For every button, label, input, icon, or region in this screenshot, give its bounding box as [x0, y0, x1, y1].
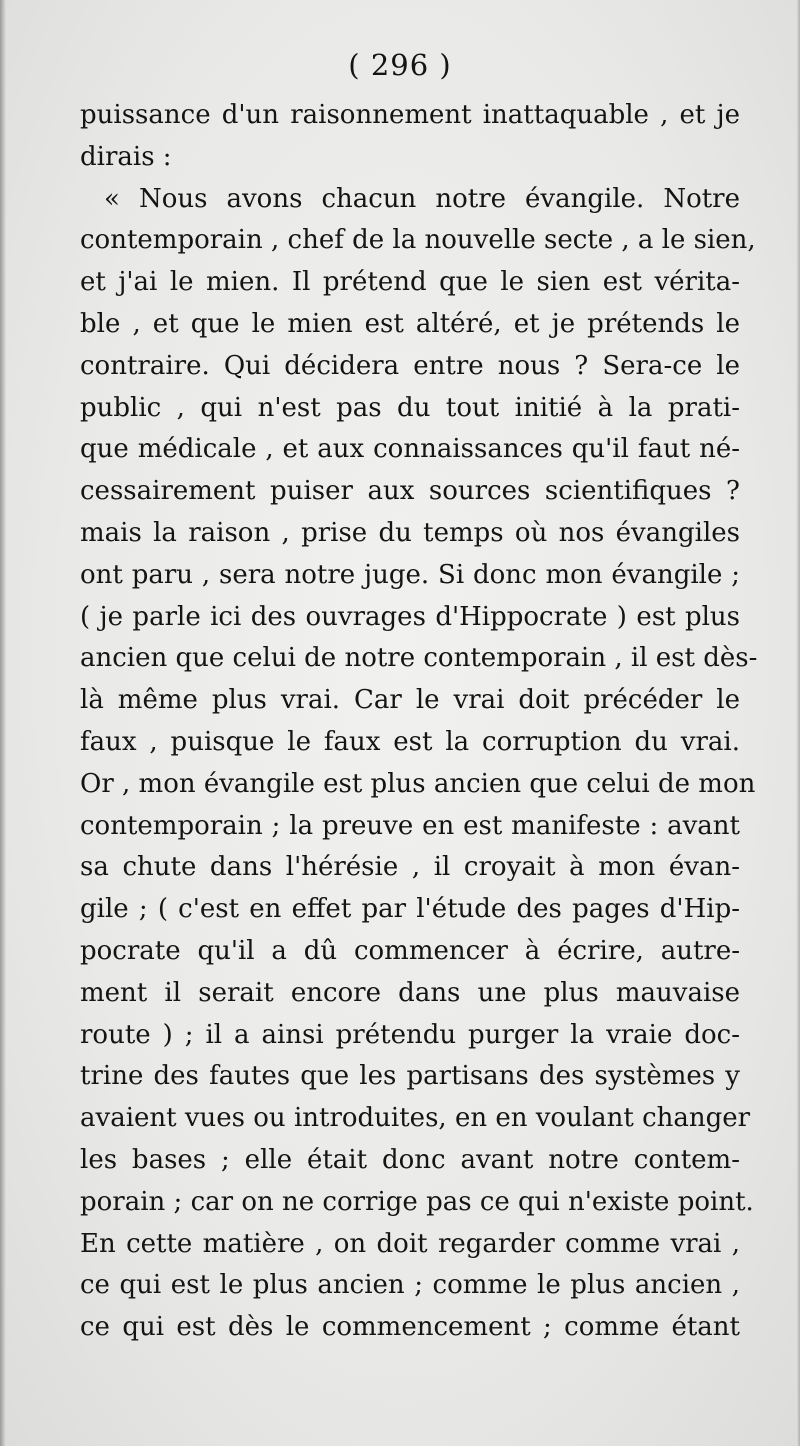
text-line: contemporain ; la preuve en est manifeste : avant: [80, 810, 740, 841]
text-line: et j'ai le mien. Il prétend que le sien est vérita-: [80, 267, 740, 298]
text-line: que médicale , et aux connaissances qu'il faut né-: [80, 434, 740, 465]
text-line: mais la raison , prise du temps où nos évangiles: [80, 517, 740, 548]
text-line: là même plus vrai. Car le vrai doit précéder le: [80, 685, 740, 716]
text-line: pocrate qu'il a dû commencer à écrire, autre-: [80, 935, 740, 966]
text-line: sa chute dans l'hérésie , il croyait à mon évan-: [80, 852, 740, 883]
text-line: En cette matière , on doit regarder comme vrai ,: [80, 1228, 740, 1259]
text-line: les bases ; elle était donc avant notre contem-: [80, 1144, 740, 1175]
text-line: ont paru , sera notre juge. Si donc mon évangile ;: [80, 559, 740, 590]
text-line: gile ; ( c'est en effet par l'étude des pages d'Hip-: [80, 894, 740, 925]
text-line: ble , et que le mien est altéré, et je prétends le: [80, 308, 740, 339]
text-line: dirais :: [80, 141, 172, 172]
body-text: [80, 95, 758, 1349]
text-line: faux , puisque le faux est la corruption du vrai.: [80, 726, 740, 757]
text-line: ( je parle ici des ouvrages d'Hippocrate ) est plus: [80, 601, 740, 632]
text-line: porain ; car on ne corrige pas ce qui n'existe point.: [80, 1186, 754, 1217]
text-line: ce qui est le plus ancien ; comme le plus ancien ,: [80, 1270, 740, 1301]
text-line: ment il serait encore dans une plus mauvaise: [80, 977, 740, 1008]
text-line: avaient vues ou introduites, en en voulant changer: [80, 1103, 751, 1134]
page-right-edge: [796, 0, 800, 1446]
text-line: route ) ; il a ainsi prétendu purger la vraie doc-: [80, 1019, 740, 1050]
page-number: ( 296 ): [348, 48, 452, 82]
page-left-edge: [0, 0, 6, 1446]
text-line: ce qui est dès le commencement ; comme étant: [80, 1312, 740, 1343]
text-line: cessairement puiser aux sources scientifiques ?: [80, 476, 740, 507]
text-line: ancien que celui de notre contemporain , il est dès-: [80, 643, 758, 674]
text-line: puissance d'un raisonnement inattaquable , et je: [80, 100, 740, 130]
text-line: contraire. Qui décidera entre nous ? Sera-ce le: [80, 350, 740, 381]
text-line: trine des fautes que les partisans des systèmes y: [80, 1061, 740, 1092]
text-line: contemporain , chef de la nouvelle secte , a le sien,: [80, 225, 756, 256]
text-line: public , qui n'est pas du tout initié à la prati-: [80, 392, 740, 423]
text-line: Or , mon évangile est plus ancien que celui de mon: [80, 768, 756, 799]
text-line: « Nous avons chacun notre évangile. Notre: [104, 183, 740, 214]
